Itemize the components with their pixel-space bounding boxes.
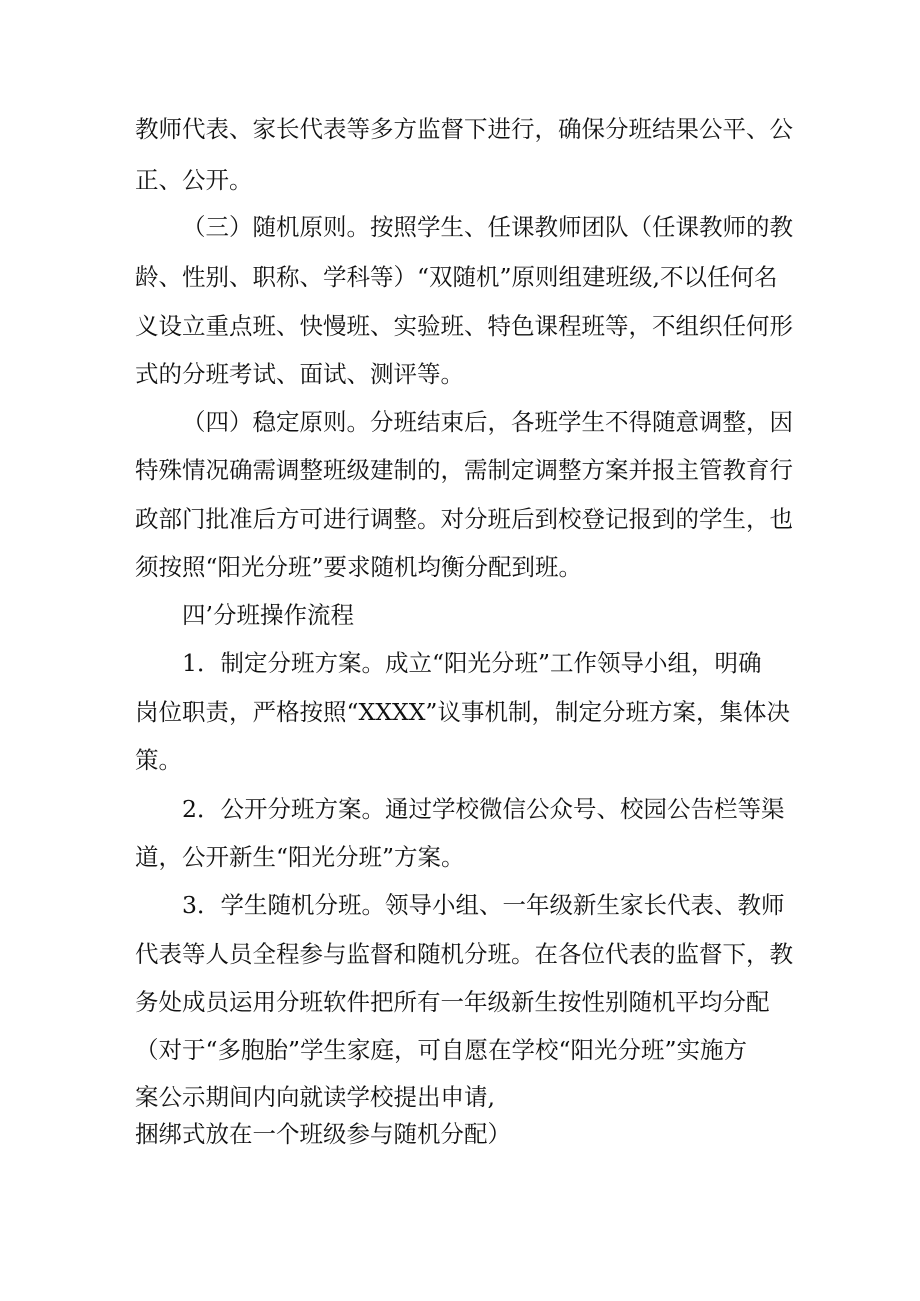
paragraph-line: 策。 — [135, 746, 182, 774]
paragraph-line: 义设立重点班、快慢班、实验班、特色课程班等，不组织任何形 — [135, 312, 793, 340]
paragraph-line: 龄、性别、职称、学科等）“双随机”原则组建班级,不以任何名 — [135, 263, 778, 291]
paragraph-line: 代表等人员全程参与监督和随机分班。在各位代表的监督下，教 — [135, 940, 793, 968]
paragraph-line: 式的分班考试、面试、测评等。 — [135, 360, 464, 388]
paragraph-line: 务处成员运用分班软件把所有一年级新生按性别随机平均分配 — [135, 988, 770, 1016]
paragraph-line: 岗位职责，严格按照“XXXX”议事机制，制定分班方案，集体决 — [135, 698, 790, 726]
paragraph-line: 政部门批准后方可进行调整。对分班后到校登记报到的学生，也 — [135, 505, 793, 533]
paragraph-line: 1．制定分班方案。成立“阳光分班”工作领导小组，明确 — [182, 649, 762, 677]
paragraph-line: 2．公开分班方案。通过学校微信公众号、校园公告栏等渠 — [182, 795, 785, 823]
paragraph-line: （四）稳定原则。分班结束后，各班学生不得随意调整，因 — [182, 408, 793, 436]
paragraph-line: 须按照“阳光分班”要求随机均衡分配到班。 — [135, 553, 583, 581]
section-heading: 四’分班操作流程 — [182, 601, 354, 629]
paragraph-line: 道，公开新生“阳光分班”方案。 — [135, 843, 465, 871]
paragraph-line: 教师代表、家长代表等多方监督下进行，确保分班结果公平、公 — [135, 115, 793, 143]
paragraph-line: 捆绑式放在一个班级参与随机分配） — [135, 1120, 511, 1148]
paragraph-line: （三）随机原则。按照学生、任课教师团队（任课教师的教 — [182, 213, 793, 241]
paragraph-line: 正、公开。 — [135, 166, 253, 194]
paragraph-line: 特殊情况确需调整班级建制的，需制定调整方案并报主管教育行 — [135, 456, 793, 484]
paragraph-line: 案公示期间内向就读学校提出申请, — [135, 1083, 495, 1111]
paragraph-line: （对于“多胞胎”学生家庭，可自愿在学校“阳光分班”实施方 — [135, 1036, 748, 1064]
paragraph-line: 3．学生随机分班。领导小组、一年级新生家长代表、教师 — [182, 891, 785, 919]
